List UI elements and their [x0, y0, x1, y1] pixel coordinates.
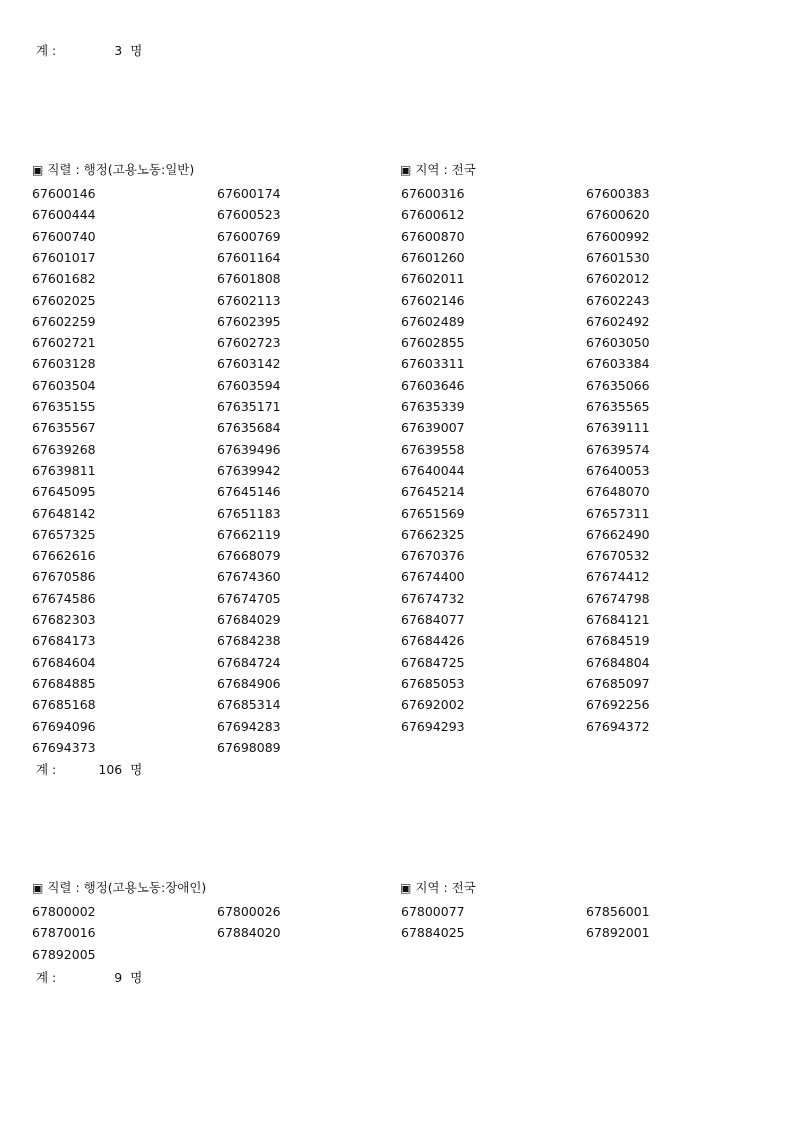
applicant-number: 67657325	[32, 526, 96, 542]
total-unit: 명	[130, 970, 143, 985]
applicant-number: 67685097	[586, 675, 650, 691]
applicant-number: 67800026	[217, 904, 281, 919]
applicant-number: 67892005	[32, 946, 96, 962]
applicant-number: 67651569	[401, 505, 465, 521]
applicant-number: 67674798	[586, 590, 650, 606]
applicant-number: 67694372	[586, 718, 650, 734]
applicant-number: 67645095	[32, 484, 96, 500]
applicant-number: 67685314	[217, 697, 281, 713]
applicant-number: 67603646	[401, 377, 465, 393]
applicant-number: 67684885	[32, 675, 96, 691]
applicant-number: 67684725	[401, 654, 465, 670]
applicant-number: 67684519	[586, 633, 650, 649]
applicant-number: 67601530	[586, 249, 650, 265]
applicant-number: 67694283	[217, 718, 281, 734]
applicant-number: 67684173	[32, 633, 96, 649]
applicant-number: 67892001	[586, 925, 650, 941]
square-marker-icon: ▣	[32, 881, 44, 895]
applicant-number: 67602492	[586, 313, 650, 329]
square-marker-icon: ▣	[400, 163, 412, 177]
job-label: 직렬 : 행정(고용노동:장애인)	[47, 880, 207, 895]
total-label: 계 :	[36, 970, 57, 985]
applicant-number: 67601260	[401, 249, 465, 265]
applicant-number: 67870016	[32, 925, 96, 941]
applicant-number: 67692002	[401, 697, 465, 713]
applicant-number: 67602855	[401, 335, 465, 351]
applicant-number: 67684906	[217, 675, 281, 691]
applicant-number: 67674400	[401, 569, 465, 585]
applicant-number: 67602011	[401, 271, 465, 287]
applicant-number: 67600740	[32, 228, 96, 244]
total-label: 계 :	[36, 43, 57, 58]
applicant-number: 67639496	[217, 441, 281, 457]
applicant-number: 67635155	[32, 399, 96, 414]
applicant-number: 67602721	[32, 335, 96, 351]
total-count: 3	[114, 43, 123, 58]
applicant-number: 67602146	[401, 292, 465, 308]
applicant-number: 67635565	[586, 399, 650, 414]
section-1-job-header	[32, 162, 194, 178]
applicant-number: 67670376	[401, 548, 465, 564]
applicant-number: 67602489	[401, 313, 465, 329]
applicant-number: 67645146	[217, 484, 281, 500]
applicant-number: 67684604	[32, 654, 96, 670]
applicant-number: 67674412	[586, 569, 650, 585]
applicant-number: 67694293	[401, 718, 465, 734]
applicant-number: 67884025	[401, 925, 465, 941]
applicant-number: 67674586	[32, 590, 96, 606]
applicant-number: 67856001	[586, 904, 650, 919]
applicant-number: 67600523	[217, 207, 281, 223]
square-marker-icon: ▣	[32, 163, 44, 177]
applicant-number: 67684426	[401, 633, 465, 649]
applicant-number: 67603504	[32, 377, 96, 393]
applicant-number: 67603384	[586, 356, 650, 372]
applicant-number: 67640053	[586, 462, 650, 478]
applicant-number: 67694373	[32, 739, 96, 755]
applicant-number: 67635684	[217, 420, 281, 436]
applicant-number: 67684804	[586, 654, 650, 670]
applicant-number: 67685053	[401, 675, 465, 691]
applicant-number: 67603311	[401, 356, 465, 372]
applicant-number: 67800077	[401, 904, 465, 919]
applicant-number: 67602723	[217, 335, 281, 351]
applicant-number: 67640044	[401, 462, 465, 478]
applicant-number: 67684238	[217, 633, 281, 649]
applicant-number: 67884020	[217, 925, 281, 941]
applicant-number: 67603050	[586, 335, 650, 351]
applicant-number: 67635339	[401, 399, 465, 414]
applicant-number: 67685168	[32, 697, 96, 713]
section-1-region-header	[400, 162, 476, 178]
applicant-number: 67600992	[586, 228, 650, 244]
total-unit: 명	[130, 43, 143, 58]
applicant-number: 67684029	[217, 612, 281, 627]
applicant-number: 67635171	[217, 399, 281, 414]
applicant-number: 67645214	[401, 484, 465, 500]
total-unit: 명	[130, 762, 143, 777]
region-label: 지역 : 전국	[415, 162, 476, 177]
applicant-number: 67648142	[32, 505, 96, 521]
applicant-number: 67692256	[586, 697, 650, 713]
applicant-number: 67674705	[217, 590, 281, 606]
applicant-number: 67651183	[217, 505, 281, 521]
total-count: 106	[98, 762, 123, 777]
applicant-number: 67662325	[401, 526, 465, 542]
section-2-region-header	[400, 880, 476, 896]
applicant-number: 67600174	[217, 186, 281, 201]
applicant-number: 67684121	[586, 612, 650, 627]
applicant-number: 67600146	[32, 186, 96, 201]
applicant-number: 67684077	[401, 612, 465, 627]
section-2-total-line	[36, 970, 142, 986]
applicant-number: 67682303	[32, 612, 96, 627]
section-2-job-header	[32, 880, 206, 896]
applicant-number: 67635066	[586, 377, 650, 393]
applicant-number: 67635567	[32, 420, 96, 436]
applicant-number: 67639007	[401, 420, 465, 436]
applicant-number: 67694096	[32, 718, 96, 734]
square-marker-icon: ▣	[400, 881, 412, 895]
total-label: 계 :	[36, 762, 57, 777]
applicant-number: 67674732	[401, 590, 465, 606]
applicant-number: 67600769	[217, 228, 281, 244]
applicant-number: 67800002	[32, 904, 96, 919]
applicant-number: 67662490	[586, 526, 650, 542]
applicant-number: 67684724	[217, 654, 281, 670]
applicant-number: 67639574	[586, 441, 650, 457]
job-label: 직렬 : 행정(고용노동:일반)	[47, 162, 195, 177]
applicant-number: 67639811	[32, 462, 96, 478]
applicant-number: 67601682	[32, 271, 96, 287]
applicant-number: 67698089	[217, 739, 281, 755]
applicant-number: 67600612	[401, 207, 465, 223]
applicant-number: 67600383	[586, 186, 650, 201]
applicant-number: 67602113	[217, 292, 281, 308]
applicant-number: 67602243	[586, 292, 650, 308]
applicant-number: 67603594	[217, 377, 281, 393]
region-label: 지역 : 전국	[415, 880, 476, 895]
applicant-number: 67670586	[32, 569, 96, 585]
applicant-number: 67602012	[586, 271, 650, 287]
applicant-number: 67603128	[32, 356, 96, 372]
applicant-number: 67601164	[217, 249, 281, 265]
applicant-number: 67648070	[586, 484, 650, 500]
applicant-number: 67602259	[32, 313, 96, 329]
applicant-number: 67600870	[401, 228, 465, 244]
applicant-number: 67600316	[401, 186, 465, 201]
applicant-number: 67600620	[586, 207, 650, 223]
applicant-number: 67668079	[217, 548, 281, 564]
applicant-number: 67639942	[217, 462, 281, 478]
applicant-number: 67639558	[401, 441, 465, 457]
applicant-number: 67602395	[217, 313, 281, 329]
applicant-number: 67603142	[217, 356, 281, 372]
applicant-number: 67639268	[32, 441, 96, 457]
section-1-total-line	[36, 762, 142, 778]
applicant-number: 67674360	[217, 569, 281, 585]
applicant-number: 67662119	[217, 526, 281, 542]
applicant-number: 67601808	[217, 271, 281, 287]
applicant-number: 67600444	[32, 207, 96, 223]
applicant-number: 67602025	[32, 292, 96, 308]
applicant-number: 67639111	[586, 420, 650, 436]
applicant-number: 67662616	[32, 548, 96, 564]
applicant-number: 67657311	[586, 505, 650, 521]
top-total-line	[36, 43, 142, 59]
total-count: 9	[114, 970, 123, 985]
applicant-number: 67601017	[32, 249, 96, 265]
applicant-number: 67670532	[586, 548, 650, 564]
